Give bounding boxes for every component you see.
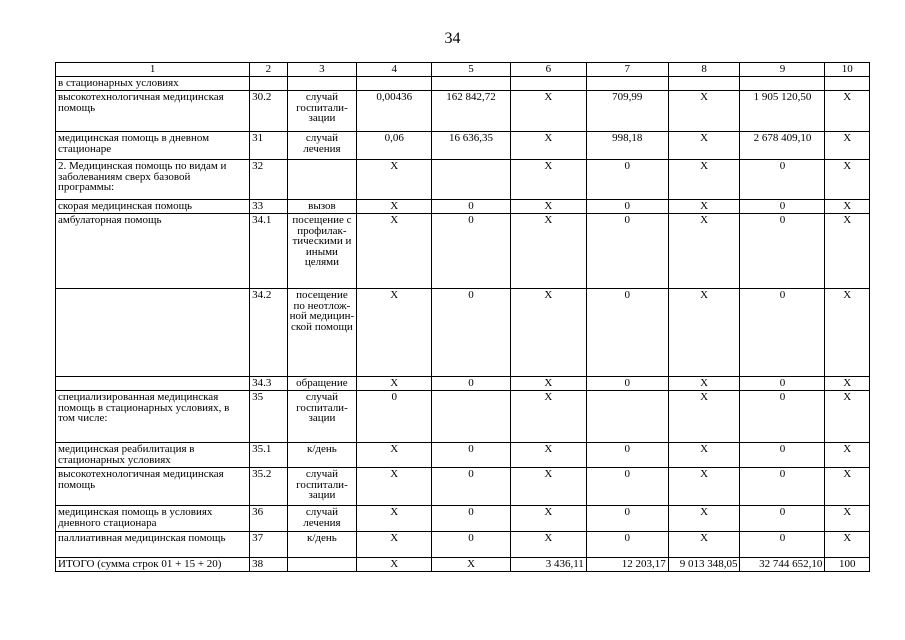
table-cell: Х [510, 532, 586, 558]
table-cell: случай госпитали-зации [287, 468, 357, 506]
table-cell: 0,00436 [357, 91, 432, 132]
table-cell: 35.1 [250, 443, 287, 468]
table-cell: Х [668, 214, 740, 289]
table-cell [510, 77, 586, 91]
table-cell: 100 [825, 558, 870, 572]
table-cell: Х [357, 558, 432, 572]
table-cell: 0 [740, 506, 825, 532]
table-cell: случай лечения [287, 506, 357, 532]
table-cell: Х [668, 443, 740, 468]
table-row [56, 468, 870, 506]
table-cell: Х [357, 160, 432, 200]
table-cell: Х [510, 200, 586, 214]
table-cell: 9 013 348,05 [668, 558, 740, 572]
table-cell: посещение с профилак-тическими и иными целями [287, 214, 357, 289]
table-cell: высокотехнологичная медицинская помощь [56, 468, 250, 506]
table-cell: Х [825, 91, 870, 132]
table-cell: Х [510, 214, 586, 289]
table-cell: 0 [740, 289, 825, 377]
table-cell [432, 160, 511, 200]
table-cell: 0 [740, 377, 825, 391]
table-cell: 12 203,17 [586, 558, 668, 572]
table-cell: паллиативная медицинская помощь [56, 532, 250, 558]
table-cell: Х [510, 391, 586, 443]
table-row [56, 506, 870, 532]
table-cell [357, 77, 432, 91]
table-cell: амбулаторная помощь [56, 214, 250, 289]
table-cell: 35 [250, 391, 287, 443]
table-cell: 0 [740, 391, 825, 443]
table-cell [56, 289, 250, 377]
table-cell: Х [825, 289, 870, 377]
table-cell: в стационарных условиях [56, 77, 250, 91]
table-cell: посещение по неотлож-ной медицин-ской помощи [287, 289, 357, 377]
column-header: 10 [825, 63, 870, 77]
table-cell: Х [668, 377, 740, 391]
table-cell: 38 [250, 558, 287, 572]
table-cell: 0 [357, 391, 432, 443]
table-cell: Х [510, 377, 586, 391]
column-header: 3 [287, 63, 357, 77]
table-cell: Х [357, 443, 432, 468]
table-row [56, 391, 870, 443]
table-row [56, 160, 870, 200]
column-header: 9 [740, 63, 825, 77]
table-cell: медицинская помощь в дневном стационаре [56, 132, 250, 160]
table-cell: 33 [250, 200, 287, 214]
table-cell: 37 [250, 532, 287, 558]
table-cell [586, 77, 668, 91]
table-cell: к/день [287, 532, 357, 558]
column-header: 6 [510, 63, 586, 77]
table-row [56, 214, 870, 289]
table-cell: 36 [250, 506, 287, 532]
table-cell: 30.2 [250, 91, 287, 132]
table-cell: Х [510, 132, 586, 160]
table-cell: Х [510, 289, 586, 377]
table-cell: 0 [432, 377, 511, 391]
table-cell: 162 842,72 [432, 91, 511, 132]
financial-table [55, 62, 870, 572]
table-cell: Х [825, 200, 870, 214]
table-cell: Х [510, 506, 586, 532]
table-cell: 0,06 [357, 132, 432, 160]
table-cell: Х [668, 468, 740, 506]
table-cell [250, 77, 287, 91]
table-cell: Х [825, 391, 870, 443]
table-cell: 0 [586, 289, 668, 377]
table-cell: Х [357, 532, 432, 558]
table-cell [825, 77, 870, 91]
table-cell: Х [825, 468, 870, 506]
page-number: 34 [444, 30, 461, 47]
column-header: 7 [586, 63, 668, 77]
table-cell: Х [357, 200, 432, 214]
table-cell: 31 [250, 132, 287, 160]
table-cell: 0 [586, 200, 668, 214]
table-cell: 0 [432, 506, 511, 532]
table-cell: Х [825, 214, 870, 289]
table-row [56, 558, 870, 572]
table-cell: Х [668, 506, 740, 532]
table-cell: Х [825, 532, 870, 558]
table-cell: 0 [586, 214, 668, 289]
table-cell: Х [510, 91, 586, 132]
table-cell: случай госпитали-зации [287, 391, 357, 443]
table-cell [432, 391, 511, 443]
table-cell: медицинская помощь в условиях дневного стационара [56, 506, 250, 532]
table-cell [287, 77, 357, 91]
table-cell: Х [357, 506, 432, 532]
table-cell: случай госпитали-зации [287, 91, 357, 132]
table-cell: 709,99 [586, 91, 668, 132]
table-cell: Х [668, 160, 740, 200]
table-cell: Х [357, 289, 432, 377]
table-cell: 34.1 [250, 214, 287, 289]
table-cell: 2 678 409,10 [740, 132, 825, 160]
table-row [56, 289, 870, 377]
table-cell [287, 558, 357, 572]
table-cell: 0 [586, 532, 668, 558]
table-cell: 2. Медицинская помощь по видам и заболеваниям сверх базовой программы: [56, 160, 250, 200]
table-row [56, 377, 870, 391]
table-cell: Х [510, 160, 586, 200]
table-cell: вызов [287, 200, 357, 214]
table-cell [56, 377, 250, 391]
table-cell: Х [668, 91, 740, 132]
table-cell: 0 [586, 443, 668, 468]
table-cell: Х [357, 214, 432, 289]
table-row [56, 200, 870, 214]
table-cell: Х [825, 377, 870, 391]
table-cell: 0 [586, 468, 668, 506]
table-cell: 0 [586, 160, 668, 200]
table-cell: Х [668, 200, 740, 214]
table-cell [287, 160, 357, 200]
table-cell: 0 [432, 532, 511, 558]
table-cell [432, 77, 511, 91]
column-header: 2 [250, 63, 287, 77]
table-cell: 32 [250, 160, 287, 200]
table-cell: 0 [740, 200, 825, 214]
table-cell: 0 [740, 532, 825, 558]
table-cell: Х [825, 443, 870, 468]
table-cell: Х [668, 532, 740, 558]
table-cell: 0 [432, 289, 511, 377]
table-cell: 0 [740, 160, 825, 200]
table-cell: 34.2 [250, 289, 287, 377]
table-cell: 0 [586, 506, 668, 532]
table-cell: медицинская реабилитация в стационарных условиях [56, 443, 250, 468]
header-row [56, 63, 870, 77]
table-cell: 1 905 120,50 [740, 91, 825, 132]
table-cell: 0 [586, 377, 668, 391]
table-cell: 34.3 [250, 377, 287, 391]
table-cell: Х [510, 443, 586, 468]
table-cell: 3 436,11 [510, 558, 586, 572]
table-cell: 16 636,35 [432, 132, 511, 160]
table-cell: 0 [432, 443, 511, 468]
table-body [56, 63, 870, 572]
column-header: 4 [357, 63, 432, 77]
column-header: 8 [668, 63, 740, 77]
table-row [56, 132, 870, 160]
table-cell: 0 [740, 468, 825, 506]
table-cell: высокотехнологичная медицинская помощь [56, 91, 250, 132]
table-cell: ИТОГО (сумма строк 01 + 15 + 20) [56, 558, 250, 572]
table-cell: 0 [740, 443, 825, 468]
table-cell: Х [825, 132, 870, 160]
table-row [56, 77, 870, 91]
table-cell: 35.2 [250, 468, 287, 506]
table-cell: 0 [432, 214, 511, 289]
table-cell: случай лечения [287, 132, 357, 160]
table-cell: Х [432, 558, 511, 572]
table-cell: Х [668, 289, 740, 377]
table-cell: Х [668, 132, 740, 160]
column-header: 1 [56, 63, 250, 77]
table-row [56, 91, 870, 132]
table-cell: Х [510, 468, 586, 506]
table-cell: скорая медицинская помощь [56, 200, 250, 214]
column-header: 5 [432, 63, 511, 77]
table-cell [586, 391, 668, 443]
table-cell: 32 744 652,10 [740, 558, 825, 572]
table-cell: Х [825, 160, 870, 200]
table-cell: Х [668, 391, 740, 443]
table-row [56, 532, 870, 558]
table-cell [668, 77, 740, 91]
table-cell: к/день [287, 443, 357, 468]
table-row [56, 443, 870, 468]
table-cell: Х [357, 468, 432, 506]
table-cell: Х [357, 377, 432, 391]
table-cell: обращение [287, 377, 357, 391]
table-cell: 0 [432, 468, 511, 506]
table-cell: 998,18 [586, 132, 668, 160]
table-cell: Х [825, 506, 870, 532]
table-cell: 0 [432, 200, 511, 214]
table-cell: специализированная медицинская помощь в стационарных условиях, в том числе: [56, 391, 250, 443]
table-cell: 0 [740, 214, 825, 289]
table-cell [740, 77, 825, 91]
